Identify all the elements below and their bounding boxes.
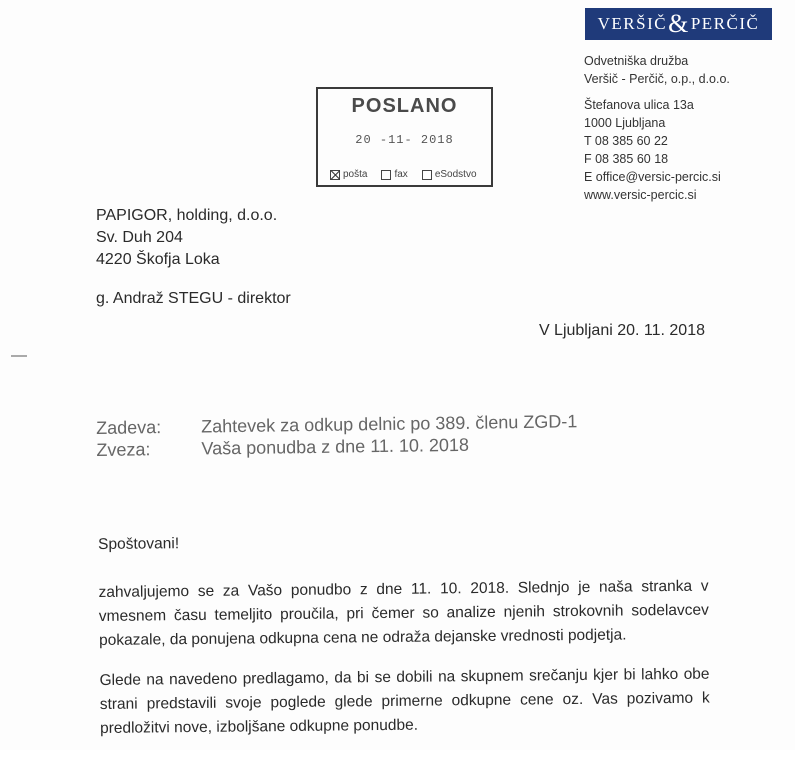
firm-city: 1000 Ljubljana [584, 116, 666, 130]
body-paragraph-2: Glede na navedeno predlagamo, da bi se dobili na skupnem srečanju kjer bi lahko obe strani predstavili svoje poglede glede primerne odkupne cene oz. Vas pozivamo k predložitvi nove, izboljšane odkupne ponudbe. [99, 665, 710, 737]
salutation: Spoštovani! [98, 535, 180, 553]
recipient-company: PAPIGOR, holding, d.o.o. [96, 207, 278, 224]
checked-box-icon [330, 170, 340, 180]
letter-body [98, 527, 710, 757]
reference-text: Vaša ponudba z dne 11. 10. 2018 [201, 434, 470, 459]
recipient-city: 4220 Škofja Loka [96, 251, 220, 268]
letterhead-address [584, 52, 730, 204]
stamp-option-label: fax [394, 169, 408, 180]
firm-name-line2: Veršič - Perčič, o.p., d.o.o. [584, 72, 730, 86]
reference-label: Zveza: [96, 439, 151, 460]
stamp-option-posta [330, 169, 367, 180]
recipient-attention: g. Andraž STEGU - direktor [96, 290, 291, 307]
empty-box-icon [422, 170, 432, 180]
stamp-date: 20 -11- 2018 [355, 133, 454, 147]
firm-street: Štefanova ulica 13a [584, 98, 694, 112]
fold-mark [11, 355, 27, 357]
stamp-option-label: pošta [343, 169, 368, 180]
firm-fax: F 08 385 60 18 [584, 152, 669, 166]
stamp-title: POSLANO [351, 95, 458, 117]
logo-name-first: VERŠIČ [597, 14, 668, 33]
subject-text: Zahtevek za odkup delnic po 389. členu ZGD-1 [201, 411, 578, 437]
empty-box-icon [381, 170, 391, 180]
logo-name-second: PERČIČ [690, 14, 760, 33]
stamp-option-fax [381, 169, 407, 180]
logo-ampersand: & [668, 9, 690, 38]
stamp-option-esodstvo [422, 169, 477, 180]
subject-block [96, 410, 578, 461]
firm-name-line1: Odvetniška družba [584, 54, 689, 68]
firm-email: E office@versic-percic.si [584, 170, 721, 184]
recipient-address [96, 205, 277, 271]
subject-label: Zadeva: [96, 417, 162, 438]
stamp-delivery-options [330, 169, 477, 180]
sent-stamp [316, 87, 493, 187]
firm-phone: T 08 385 60 22 [584, 134, 668, 148]
firm-website: www.versic-percic.si [584, 188, 697, 202]
recipient-street: Sv. Duh 204 [96, 229, 183, 246]
firm-logo [585, 8, 772, 40]
stamp-option-label: eSodstvo [434, 169, 477, 180]
place-date-line: V Ljubljani 20. 11. 2018 [538, 322, 705, 339]
body-paragraph-1: zahvaljujemo se za Vašo ponudbo z dne 11. 10. 2018. Slednjo je naša stranka v vmesnem času temeljito proučila, pri čemer so analize njenih strokovnih sodelavcev pokazale, da ponujena odkupna cena ne odraža dejanske vrednosti podjetja. [98, 577, 709, 649]
